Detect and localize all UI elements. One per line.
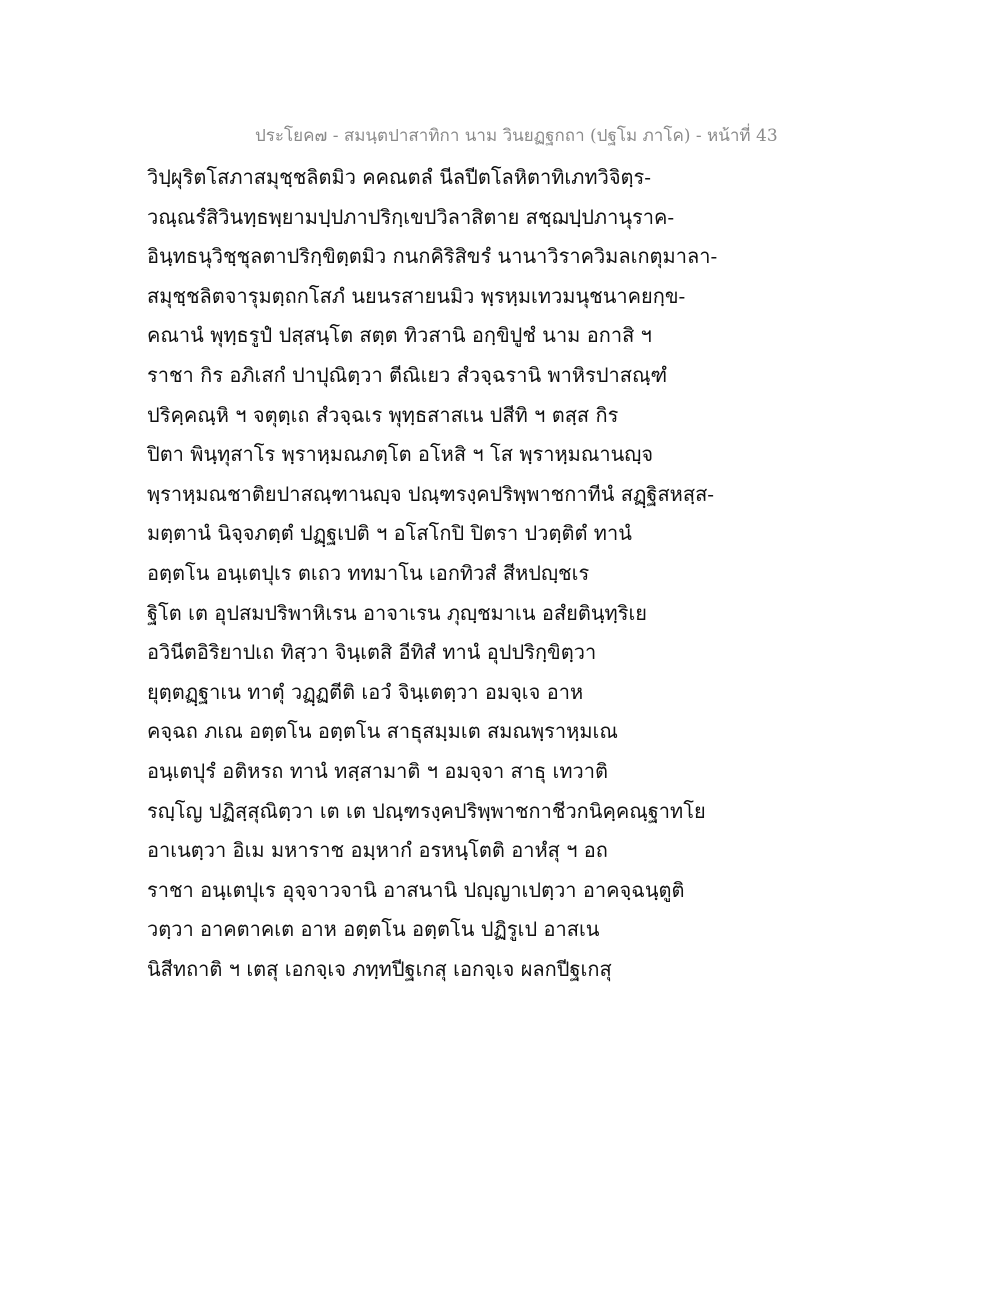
text-line: รญฺโญ ปฏิสฺสุณิตฺวา เต เต ปณฺฑรงฺคปริพฺพาชกาชีวกนิคฺคณฺฐาทโย: [147, 798, 706, 823]
text-line: สมุชฺชลิตจารุมตฺถกโสภํ นยนรสายนมิว พฺรหฺมเทวมนุชนาคยกฺข-: [147, 283, 686, 308]
text-line: พฺราหฺมณชาติยปาสณฺฑานญฺจ ปณฺฑรงฺคปริพฺพาชกาทีนํ สฏฺฐิสหสฺส-: [147, 481, 715, 506]
text-line: ราชา กิร อภิเสกํ ปาปุณิตฺวา ตีณิเยว สํวจฺฉรานิ พาหิรปาสณฺฑํ: [147, 362, 668, 387]
text-line: ปิตา พินฺทุสาโร พฺราหฺมณภตฺโต อโหสิ ฯ โส พฺราหฺมณานญฺจ: [147, 442, 654, 467]
text-line: อตฺตโน อนฺเตปุเร ตเถว ททมาโน เอกทิวสํ สีหปญฺชเร: [147, 560, 590, 585]
text-line: มตฺตานํ นิจฺจภตฺตํ ปฏฺฐเปติ ฯ อโสโกปิ ปิตรา ปวตฺติตํ ทานํ: [147, 521, 632, 546]
running-header: ประโยค๗ - สมนฺตปาสาทิกา นาม วินยฏฐกถา (ปฐโม ภาโค) - หน้าที่ 43: [255, 126, 778, 146]
text-line: วิปฺผุริตโสภาสมุชฺชลิตมิว คคณตลํ นีลปีตโลหิตาทิเภทวิจิตฺร-: [147, 165, 652, 189]
text-line: วตฺวา อาคตาคเต อาห อตฺตโน อตฺตโน ปฏิรูเป อาสเน: [147, 917, 600, 942]
text-line: วณฺณรํสิวินทฺธพฺยามปฺปภาปริกฺเขปวิลาสิตาย สชฺฌปฺปภานุราค-: [147, 204, 675, 229]
text-line: คจฺฉถ ภเณ อตฺตโน อตฺตโน สาธุสมฺมเต สมณพฺราหฺมเณ: [147, 719, 618, 744]
text-line: ฐิโต เต อุปสมปริพาหิเรน อาจาเรน ภุญฺชมาเน อสํยตินฺทฺริเย: [147, 600, 647, 625]
body-text: [147, 158, 867, 989]
text-line: ปริคฺคณฺหิ ฯ จตุตฺเถ สํวจฺฉเร พุทฺธสาสเน ปสีทิ ฯ ตสฺส กิร: [147, 402, 619, 427]
text-line: อินฺทธนุวิชฺชุลตาปริกฺขิตฺตมิว กนกคิริสิขรํ นานาวิราควิมลเกตุมาลา-: [147, 244, 718, 269]
text-line: ยุตฺตฏฺฐาเน ทาตุํ วฏฺฏตีติ เอวํ จินฺเตตฺวา อมจฺเจ อาห: [147, 679, 584, 704]
text-line: ราชา อนฺเตปุเร อุจฺจาวจานิ อาสนานิ ปญฺญาเปตฺวา อาคจฺฉนฺตูติ: [147, 877, 685, 902]
text-line: อนฺเตปุรํ อติหรถ ทานํ ทสฺสามาติ ฯ อมจฺจา สาธุ เทวาติ: [147, 758, 609, 783]
text-line: คณานํ พุทฺธรูปํ ปสฺสนฺโต สตฺต ทิวสานิ อกฺขิปูชํ นาม อกาสิ ฯ: [147, 323, 652, 348]
text-line: นิสีทถาติ ฯ เตสุ เอกจฺเจ ภทฺทปีฐเกสุ เอกจฺเจ ผลกปีฐเกสุ: [147, 956, 612, 981]
text-line: อาเนตฺวา อิเม มหาราช อมฺหากํ อรหนฺโตติ อาหํสุ ฯ อถ: [147, 838, 608, 863]
text-line: อวินีตอิริยาปเถ ทิสฺวา จินฺเตสิ อีทิสํ ทานํ อุปปริกฺขิตฺวา: [147, 640, 597, 665]
